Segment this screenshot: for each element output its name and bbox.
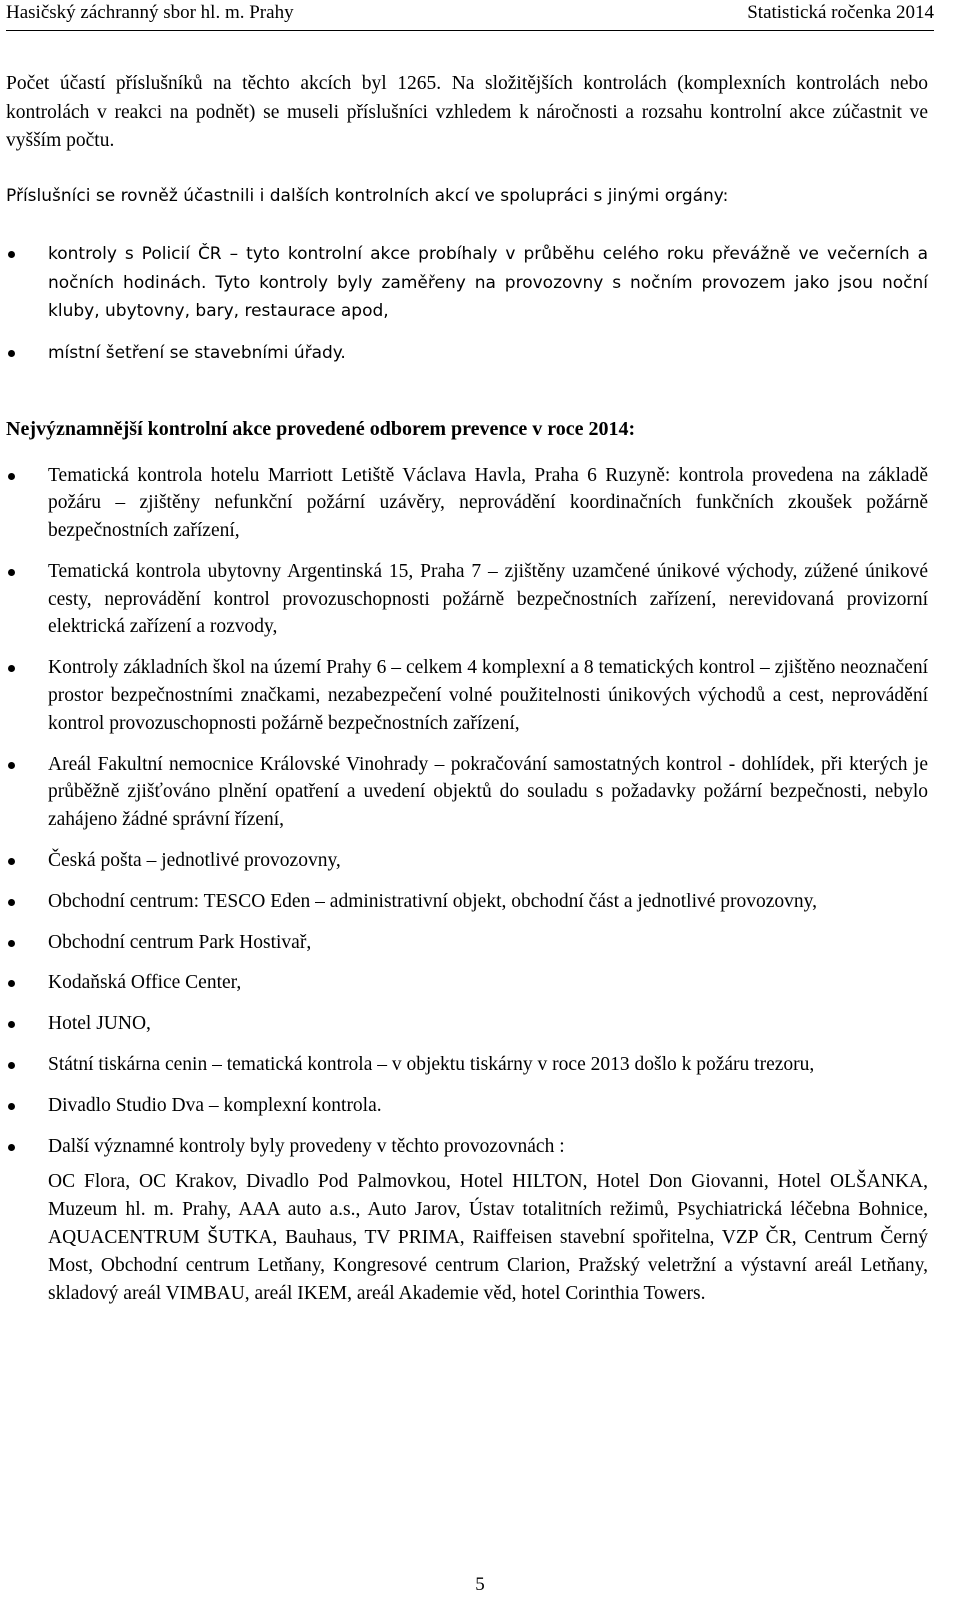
list-item xyxy=(6,1051,928,1079)
bullet-icon xyxy=(8,473,15,480)
page-header xyxy=(6,0,934,31)
list-item-text: Obchodní centrum: TESCO Eden – administrativní objekt, obchodní část a jednotlivé provozovny, xyxy=(48,890,818,912)
list-item xyxy=(6,558,928,641)
list-item xyxy=(6,1133,928,1308)
list-item xyxy=(6,1010,928,1038)
list-item xyxy=(6,888,928,916)
bullet-icon xyxy=(8,1021,15,1028)
bullet-icon xyxy=(8,350,15,357)
list-item-text: Tematická kontrola hotelu Marriott Letiště Václava Havla, Praha 6 Ruzyně: kontrola provedena na základě požáru – zjištěny nefunkční požární uzávěry, neprovádění koordinačních funkčních zkoušek požárně bezpečnostních zařízení, xyxy=(48,464,928,542)
list-item xyxy=(6,969,928,997)
list-item-text: Hotel JUNO, xyxy=(48,1013,151,1035)
page-content xyxy=(6,70,928,1320)
list-item xyxy=(6,339,928,368)
list-item xyxy=(6,654,928,737)
intro-paragraph-1: Počet účastí příslušníků na těchto akcích byl 1265. Na složitějších kontrolách (komplexních kontrolách nebo kontrolách v reakci na podnět) se museli příslušníci vzhledem k náročnosti a rozsahu kontrolní akce zúčastnit ve vyšším počtu. xyxy=(6,73,928,151)
list-item-text: Obchodní centrum Park Hostivař, xyxy=(48,931,312,953)
bullet-icon xyxy=(8,899,15,906)
bullet-icon xyxy=(8,569,15,576)
list-item xyxy=(6,240,928,326)
other-inspected-premises: OC Flora, OC Krakov, Divadlo Pod Palmovkou, Hotel HILTON, Hotel Don Giovanni, Hotel OLŠANKA, Muzeum hl. m. Prahy, AAA auto a.s., Auto Jarov, Ústav totalitních režimů, Psychiatrická léčebna Bohnice, AQUACENTRUM ŠUTKA, Bauhaus, TV PRIMA, Raiffeisen stavební spořitelna, VZP ČR, Centrum Černý Most, Obchodní centrum Letňany, Kongresové centrum Clarion, Pražský veletržní a výstavní areál Letňany, skladový areál VIMBAU, areál IKEM, areál Akademie věd, hotel Corinthia Towers. xyxy=(48,1171,928,1304)
list-item-text: místní šetření se stavebními úřady. xyxy=(48,342,346,363)
list-item-text: kontroly s Policií ČR – tyto kontrolní akce probíhaly v průběhu celého roku převážně ve večerních a nočních hodinách. Tyto kontroly byly zaměřeny na provozovny s nočním provozem jako jsou noční kluby, ubytovny, bary, restaurace apod, xyxy=(48,244,928,321)
list-item xyxy=(6,1092,928,1120)
list-item-text: Tematická kontrola ubytovny Argentinská 15, Praha 7 – zjištěny uzamčené únikové východy, zúžené únikové cesty, neprovádění kontrol provozuschopnosti požárně bezpečnostních zařízení, nerevidovaná provizorní elektrická zařízení a rozvody, xyxy=(48,560,928,638)
list-item-text: Další významné kontroly byly provedeny v těchto provozovnách : xyxy=(48,1135,565,1157)
bullet-icon xyxy=(8,980,15,987)
list-item xyxy=(6,847,928,875)
bullet-icon xyxy=(8,940,15,947)
list-item-text: Kontroly základních škol na území Prahy 6 – celkem 4 komplexní a 8 tematických kontrol – zjištěno neoznačení prostor bezpečnostními značkami, nezabezpečení volné použitelnosti únikových východů a cest, neprovádění kontrol provozuschopnosti požárně bezpečnostních zařízení, xyxy=(48,657,928,734)
list-item xyxy=(6,751,928,834)
list-item-text: Areál Fakultní nemocnice Královské Vinohrady – pokračování samostatných kontrol - dohlídek, při kterých je průběžně zjišťováno plnění opatření a uvedení objektů do souladu s požadavky požární bezpečnosti, nebylo zahájeno žádné správní řízení, xyxy=(48,753,928,831)
bullet-icon xyxy=(8,665,15,672)
inspection-list xyxy=(6,462,928,1308)
header-organization: Hasičský záchranný sbor hl. m. Prahy xyxy=(6,2,294,23)
bullet-icon xyxy=(8,762,15,769)
bullet-icon xyxy=(8,1144,15,1151)
section-heading: Nejvýznamnější kontrolní akce provedené odborem prevence v roce 2014: xyxy=(6,418,636,440)
bullet-icon xyxy=(8,858,15,865)
list-item-text: Státní tiskárna cenin – tematická kontrola – v objektu tiskárny v roce 2013 došlo k požáru trezoru, xyxy=(48,1054,815,1076)
list-item-text: Kodaňská Office Center, xyxy=(48,972,242,994)
header-publication-title: Statistická ročenka 2014 xyxy=(747,2,934,23)
list-item-text: Divadlo Studio Dva – komplexní kontrola. xyxy=(48,1094,382,1116)
list-item xyxy=(6,462,928,545)
cooperation-list xyxy=(6,240,928,367)
bullet-icon xyxy=(8,251,15,258)
bullet-icon xyxy=(8,1103,15,1110)
intro-paragraph-2: Příslušníci se rovněž účastnili i dalších kontrolních akcí ve spolupráci s jinými orgány: xyxy=(6,185,729,206)
list-item xyxy=(6,929,928,957)
bullet-icon xyxy=(8,1062,15,1069)
page-number: 5 xyxy=(475,1574,485,1595)
list-item-text: Česká pošta – jednotlivé provozovny, xyxy=(48,850,341,872)
